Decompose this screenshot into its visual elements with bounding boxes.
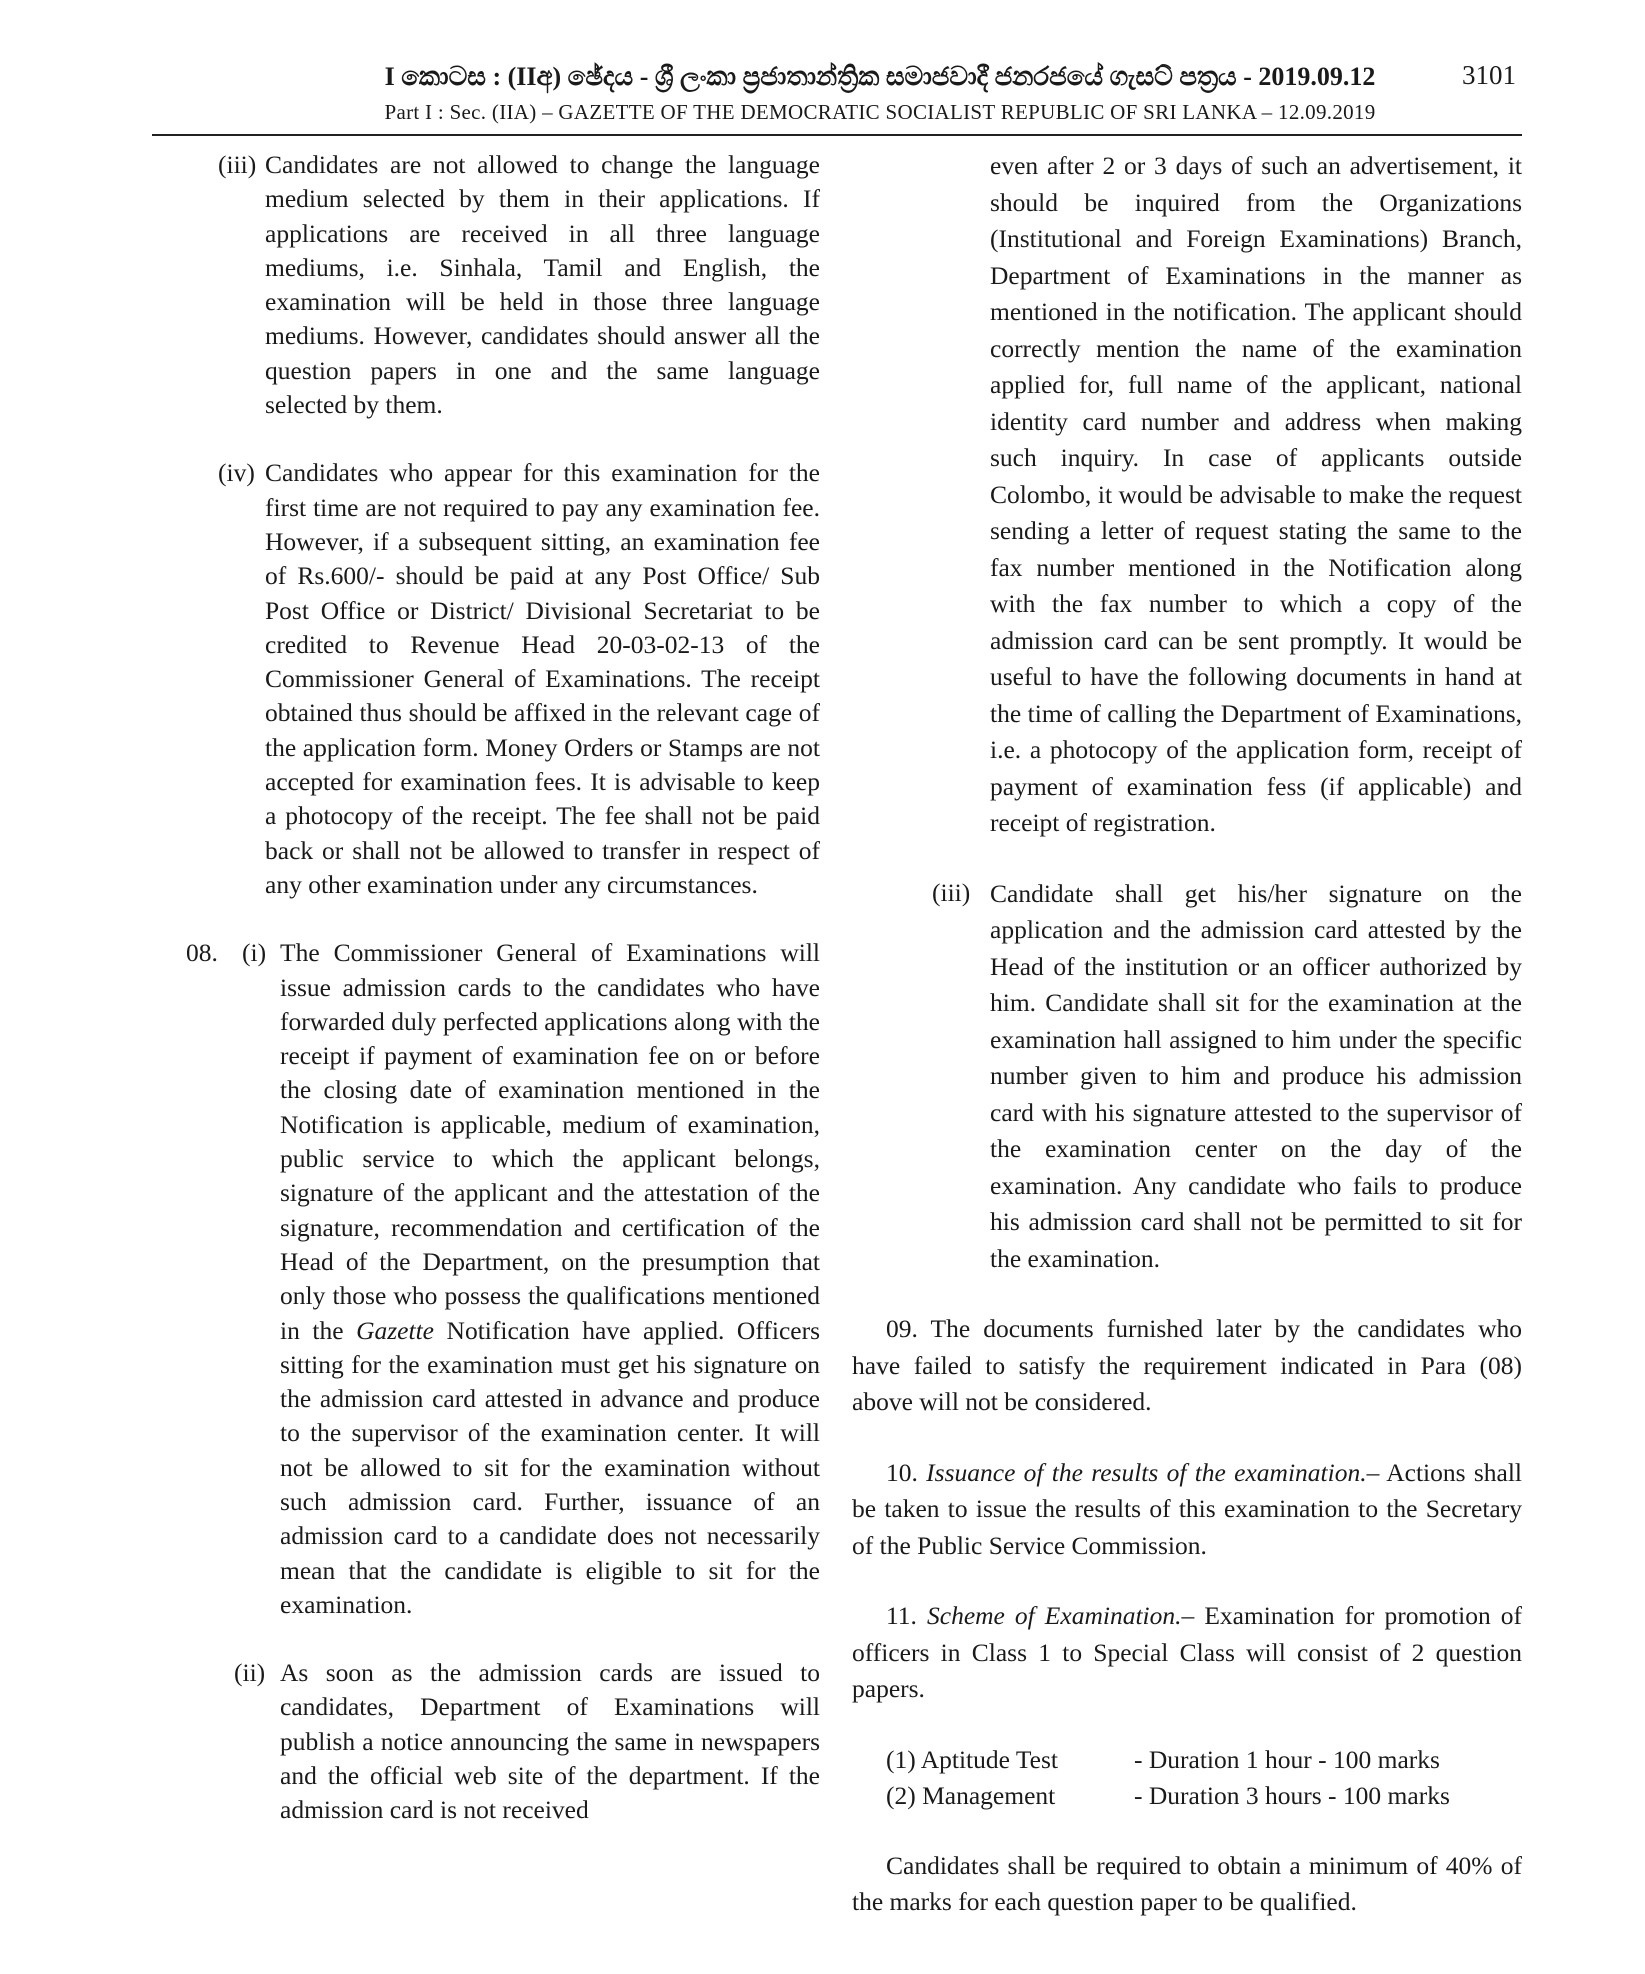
- section-number: 08.: [186, 938, 218, 968]
- scheme-table: [852, 1742, 1522, 1814]
- clause-ii-continued: [852, 148, 1522, 842]
- paragraph-10: 10. Issuance of the results of the examination.– Actions shall be taken to issue the results of this examination to the Secretary of the Public Service Commission.: [852, 1457, 1523, 1560]
- clause-text: Candidates are not allowed to change the language medium selected by them in their applications. If applications are received in all three language mediums, i.e. Sinhala, Tamil and English, the examination will be held in those three language mediums. However, candidates should answer all the question papers in one and the same language selected by them.: [265, 150, 820, 420]
- page-number: 3101: [1462, 60, 1516, 90]
- paragraph-09: 09. The documents furnished later by the candidates who have failed to satisfy the requirement indicated in Para (08) above will not be considered.: [852, 1314, 1522, 1416]
- clause-iv: [180, 456, 820, 902]
- scheme-paper: (2) Management: [886, 1780, 1056, 1810]
- paragraph-11: 11. Scheme of Examination.– Examination for promotion of officers in Class 1 to Special Class will consist of 2 question papers.: [852, 1601, 1523, 1703]
- clause-text: As soon as the admission cards are issued to candidates, Department of Examinations will publish a notice announcing the same in newspapers and the official web site of the department. If the admission card is not received: [280, 1658, 820, 1825]
- clause-iii-right: [852, 876, 1522, 1278]
- section-08-ii: [180, 1656, 820, 1827]
- clause-text: Candidates who appear for this examination for the first time are not required to pay any examination fee. However, if a subsequent sitting, an examination fee of Rs.600/- should be paid at any Post Office/ Sub Post Office or District/ Divisional Secretariat to be credited to Revenue Head 20-03-02-13 of the Commissioner General of Examinations. The receipt obtained thus should be affixed in the relevant cage of the application form. Money Orders or Stamps are not accepted for examination fees. It is advisable to keep a photocopy of the receipt. The fee shall not be paid back or shall not be allowed to transfer in respect of any other examination under any circumstances.: [265, 458, 820, 899]
- clause-text: even after 2 or 3 days of such an advertisement, it should be inquired from the Organizations (Institutional and Foreign Examinations) Branch, Department of Examinations in the manner as mentioned in the notification. The applicant should correctly mention the name of the examination applied for, full name of the applicant, national identity card number and address when making such inquiry. In case of applicants outside Colombo, it would be advisable to make the request sending a letter of request stating the same to the fax number mentioned in the Notification along with the fax number to which a copy of the admission card can be sent promptly. It would be useful to have the following documents in hand at the time of calling the Department of Examinations, i.e. a photocopy of the application form, receipt of payment of examination fess (if applicable) and receipt of registration.: [990, 151, 1522, 837]
- paragraph-10-heading: Issuance of the results of the examination.–: [926, 1457, 1380, 1487]
- scheme-detail: - Duration 1 hour - 100 marks: [1134, 1744, 1440, 1774]
- gazette-italic: Gazette: [356, 1315, 434, 1345]
- left-column: [180, 148, 820, 1828]
- section-08-i: [180, 936, 820, 1622]
- clause-iii: [180, 148, 820, 422]
- header-english-line: Part I : Sec. (IIA) – GAZETTE OF THE DEMOCRATIC SOCIALIST REPUBLIC OF SRI LANKA – 12.09.2019: [384, 100, 1376, 124]
- clause-number: (iii): [218, 150, 257, 179]
- clause-number: (iv): [218, 458, 255, 488]
- header-divider: [152, 134, 1522, 136]
- clause-number: (i): [242, 938, 267, 968]
- closing-paragraph: Candidates shall be required to obtain a minimum of 40% of the marks for each question paper to be qualified.: [852, 1850, 1522, 1916]
- clause-number: (ii): [234, 1658, 266, 1688]
- scheme-row: [886, 1778, 1522, 1814]
- header-sinhala-line: I කොටස : (IIඅ) ඡේදය - ශ්‍රී ලංකා ප්‍රජාතාන්ත්‍රික සමාජවාදී ජනරජයේ ගැසට් පත්‍රය - 2019.09.12: [384, 62, 1376, 91]
- right-column: [852, 148, 1522, 1921]
- paragraph-11-heading: Scheme of Examination.–: [927, 1601, 1195, 1630]
- clause-text: The Commissioner General of Examinations will issue admission cards to the candidates who have forwarded duly perfected applications along with the receipt if payment of examination fee on or before the closing date of examination mentioned in the Notification is applicable, medium of examination, public service to which the applicant belongs, signature of the applicant and the attestation of the signature, recommendation and certification of the Head of the Department, on the presumption that only those who possess the qualifications mentioned in the Gazette Notification have applied. Officers sitting for the examination must get his signature on the admission card attested in advance and produce to the supervisor of the examination center. It will not be allowed to sit for the examination without such admission card. Further, issuance of an admission card to a candidate does not necessarily mean that the candidate is eligible to sit for the examination.: [280, 938, 821, 1619]
- scheme-detail: - Duration 3 hours - 100 marks: [1134, 1780, 1450, 1810]
- scheme-row: [886, 1742, 1522, 1778]
- clause-number: (iii): [932, 877, 971, 907]
- clause-text: Candidate shall get his/her signature on the application and the admission card attested by the Head of the institution or an officer authorized by him. Candidate shall sit for the examination at the examination hall assigned to him under the specific number given to him and produce his admission card with his signature attested to the supervisor of the examination center on the day of the examination. Any candidate who fails to produce his admission card shall not be permitted to sit for the examination.: [990, 878, 1522, 1273]
- scheme-paper: (1) Aptitude Test: [886, 1744, 1058, 1774]
